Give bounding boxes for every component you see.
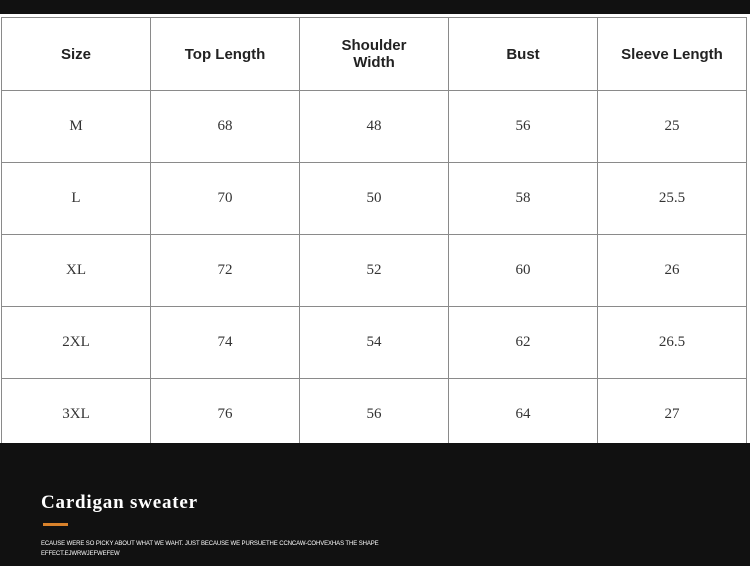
cell-sleeve-length: 26.5 <box>598 307 747 379</box>
table-row <box>2 235 747 307</box>
cell-size: 3XL <box>2 379 151 451</box>
cell-bust: 64 <box>449 379 598 451</box>
table-row <box>2 91 747 163</box>
header-label: Bust <box>506 45 540 63</box>
cell-sleeve-length: 26 <box>598 235 747 307</box>
header-size <box>2 18 151 91</box>
cell-shoulder-width: 52 <box>300 235 449 307</box>
cell-top-length: 70 <box>151 163 300 235</box>
cell-bust: 58 <box>449 163 598 235</box>
header-top-length <box>151 18 300 91</box>
product-title: Cardigan sweater <box>41 492 198 513</box>
cell-size: M <box>2 91 151 163</box>
header-shoulder-width <box>300 18 449 91</box>
cell-size: XL <box>2 235 151 307</box>
size-chart-table <box>1 17 747 451</box>
header-label: Top Length <box>184 45 266 63</box>
cell-shoulder-width: 56 <box>300 379 449 451</box>
header-label: Sleeve Length <box>621 45 723 63</box>
cell-shoulder-width: 54 <box>300 307 449 379</box>
cell-top-length: 72 <box>151 235 300 307</box>
cell-bust: 62 <box>449 307 598 379</box>
cell-top-length: 76 <box>151 379 300 451</box>
product-caption: ECAUSE WERE SO PICKY ABOUT WHAT WE WAHT. JUST BECAUSE WE PURSUETHE CCNCAW-COHVEXHAS THE SHAPE EFFECT.EJWRWJEFWEFEW <box>41 541 379 557</box>
cell-sleeve-length: 25.5 <box>598 163 747 235</box>
header-bust <box>449 18 598 91</box>
header-label: Shoulder Width <box>341 37 407 71</box>
header-label: Size <box>60 45 91 63</box>
cell-top-length: 74 <box>151 307 300 379</box>
cell-shoulder-width: 50 <box>300 163 449 235</box>
table-row <box>2 163 747 235</box>
cell-sleeve-length: 25 <box>598 91 747 163</box>
cell-size: 2XL <box>2 307 151 379</box>
cell-top-length: 68 <box>151 91 300 163</box>
top-dark-bar <box>0 0 750 14</box>
product-info-panel <box>0 443 750 566</box>
table-row <box>2 307 747 379</box>
cell-bust: 56 <box>449 91 598 163</box>
cell-sleeve-length: 27 <box>598 379 747 451</box>
cell-shoulder-width: 48 <box>300 91 449 163</box>
title-accent-line <box>43 523 68 526</box>
header-sleeve-length <box>598 18 747 91</box>
cell-bust: 60 <box>449 235 598 307</box>
table-row <box>2 379 747 451</box>
cell-size: L <box>2 163 151 235</box>
table-header-row <box>2 18 747 91</box>
